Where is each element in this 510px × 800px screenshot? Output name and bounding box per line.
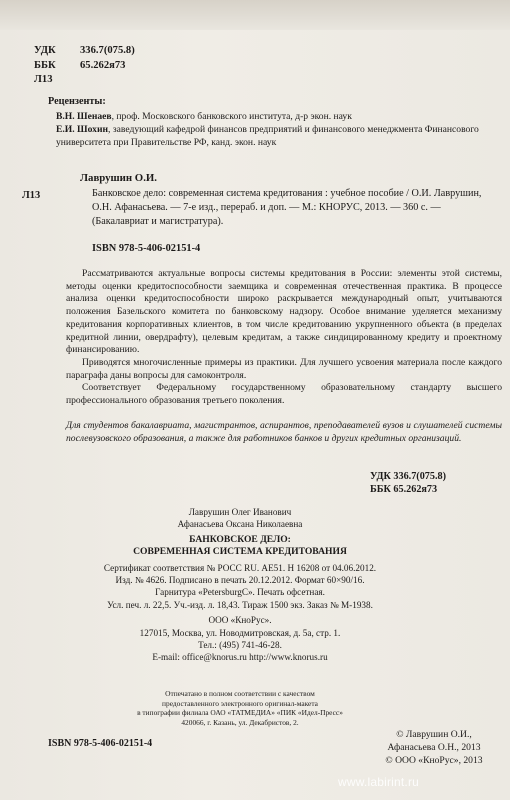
copyright-line-2: Афанасьева О.Н., 2013 (387, 742, 481, 753)
abstract-paragraph-1: Рассматриваются актуальные вопросы системы кредитования в России: элементы этой системы, методы оценки кредитоспособности заемщика и современная отечественная практика. В процессе анализа оценки кредитоспособности широко раскрывается международный опыт, учитываются положения Базельского комитета по банковскому надзору. Особое внимание уделяется механизму кредитования корпоративных клиентов, в том числе кредитованию укрупненного объекта (в пределах кредитной линии, овердрафту), целевым кредитам, а также синдицированному кредиту и проектному финансированию. (66, 268, 502, 356)
copyright-block (364, 728, 504, 767)
author-mark-row (34, 73, 510, 88)
udk-right: УДК 336.7(075.8) (370, 471, 447, 482)
reviewer-2 (56, 123, 496, 149)
reviewers-list (56, 110, 496, 150)
colophon-email: E-mail: office@knorus.ru http://www.knorus.ru (152, 652, 328, 663)
bib-isbn: ISBN 978-5-406-02151-4 (92, 243, 201, 254)
bib-mark: Л13 (22, 190, 41, 201)
abstract (66, 268, 502, 408)
abstract-paragraph-2: Приводятся многочисленные примеры из практики. Для лучшего усвоения материала после каждого параграфа даны вопросы для самоконтроля. (66, 356, 502, 381)
printing-line-1: Отпечатано в полном соответствии с качеством (165, 689, 315, 698)
reviewers-title: Рецензенты: (48, 96, 106, 107)
footer-isbn: ISBN 978-5-406-02151-4 (48, 738, 153, 749)
colophon (60, 506, 420, 664)
colophon-font: Гарнитура «PetersburgC». Печать офсетная. (155, 587, 325, 598)
bbk-row (34, 59, 510, 74)
copyright-line-3: © ООО «КноРус», 2013 (385, 755, 483, 766)
reviewer-2-info: , заведующий кафедрой финансов предприятий и финансового менеджмента Финансового университета при Правительстве РФ, канд. экон. наук (56, 124, 479, 149)
audience-note: Для студентов бакалавриата, магистрантов, аспирантов, преподавателей вузов и слушателей системы послевузовского образования, а также для работников банков и других кредитных организаций. (66, 420, 502, 444)
abstract-paragraph-3: Соответствует Федеральному государственному образовательному стандарту высшего профессионального образования третьего поколения. (66, 382, 502, 407)
colophon-edition: Изд. № 4626. Подписано в печать 20.12.2012. Формат 60×90/16. (115, 575, 365, 586)
colophon-title-2: СОВРЕМЕННАЯ СИСТЕМА КРЕДИТОВАНИЯ (133, 546, 347, 558)
colophon-title-1: БАНКОВСКОЕ ДЕЛО: (189, 533, 291, 545)
colophon-publisher: ООО «КноРус». (208, 615, 272, 626)
colophon-author-1: Лаврушин Олег Иванович (188, 507, 292, 517)
top-page-edge (0, 0, 510, 30)
bbk-right: ББК 65.262я73 (370, 484, 438, 496)
classification-codes-right (370, 470, 510, 497)
reviewer-1-info: , проф. Московского банковского института, д-р экон. наук (111, 111, 352, 122)
udk-value: 336.7(075.8) (80, 45, 135, 56)
colophon-certificate: Сертификат соответствия № РОСС RU. АЕ51. Н 16208 от 04.06.2012. (103, 562, 377, 573)
printing-line-2: предоставленного электронного оригинал-макета (162, 698, 318, 708)
bib-description: Банковское дело: современная система кредитования : учебное пособие / О.И. Лаврушин, О.Н. Афанасьева. — 7-е изд., перераб. и доп. — М.: КНОРУС, 2013. — 360 с. — (Бакалавриат и магистратура). (92, 188, 482, 227)
printing-info (70, 689, 410, 727)
bbk-label: ББК (34, 59, 56, 71)
copyright-line-1: © Лаврушин О.И., (396, 729, 472, 740)
colophon-author-2: Афанасьева Оксана Николаевна (177, 519, 303, 530)
reviewer-1 (56, 110, 496, 123)
reviewer-2-name: Е.И. Шохин (56, 124, 109, 136)
printing-line-4: 420066, г. Казань, ул. Декабристов, 2. (181, 717, 299, 727)
watermark-logo: www.labirint.ru (338, 775, 420, 789)
author-mark: Л13 (34, 74, 53, 86)
printing-line-3: в типографии филиала ОАО «ТАТМЕДИА» «ПИК «Идел-Пресс» (137, 708, 343, 718)
colophon-address: 127015, Москва, ул. Новодмитровская, д. 5а, стр. 1. (139, 627, 341, 638)
reviewer-1-name: В.Н. Шенаев (56, 111, 112, 122)
udk-label: УДК (34, 45, 56, 56)
bib-author: Лаврушин О.И. (80, 172, 157, 184)
udk-row (34, 44, 510, 59)
colophon-phone: Тел.: (495) 741-46-28. (198, 640, 282, 651)
classification-codes (34, 44, 510, 88)
bbk-value: 65.262я73 (80, 59, 126, 71)
colophon-print: Усл. печ. л. 22,5. Уч.-изд. л. 18,43. Тираж 1500 экз. Заказ № М-1938. (107, 599, 373, 610)
